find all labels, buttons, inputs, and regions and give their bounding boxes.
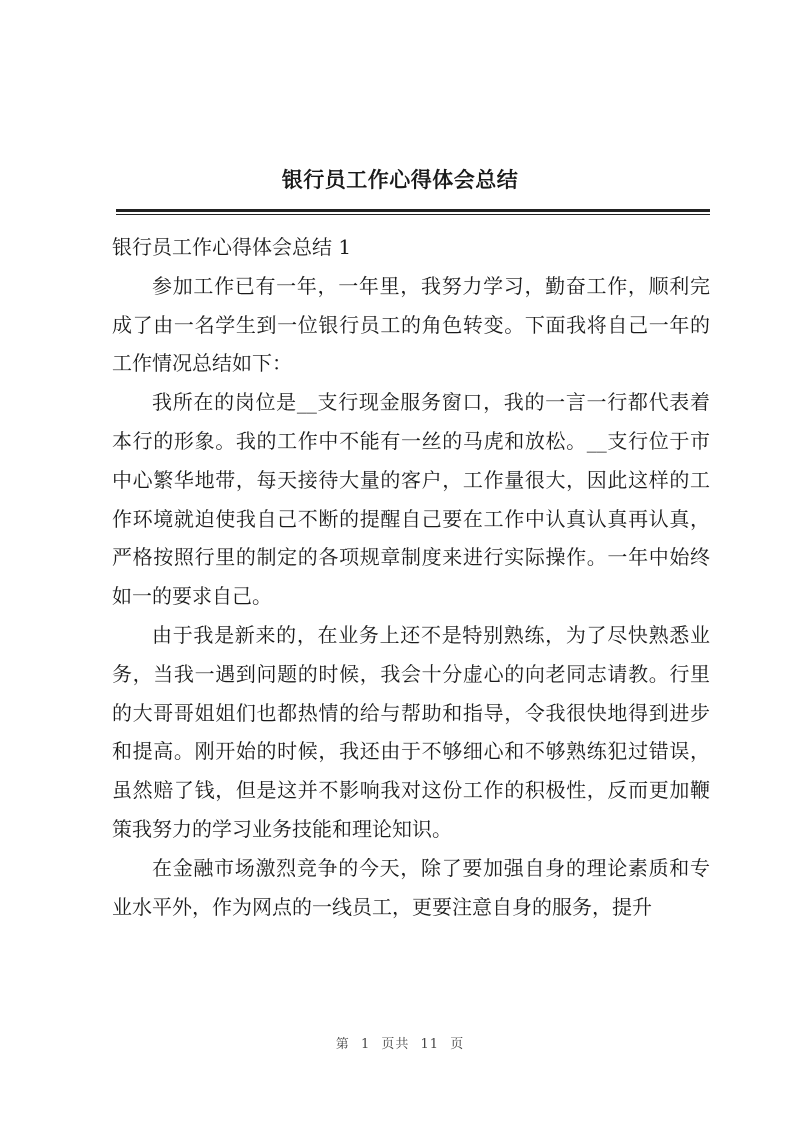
document-title: 银行员工作心得体会总结 (281, 168, 519, 192)
paragraph-3: 由于我是新来的，在业务上还不是特别熟练，为了尽快熟悉业务，当我一遇到问题的时候，我会十分虚心的向老同志请教。行里的大哥哥姐姐们也都热情的给与帮助和指导，令我很快地得到进步和提高。刚开始的时候，我还由于不够细心和不够熟练犯过错误，虽然赔了钱，但是这并不影响我对这份工作的积极性，反而更加鞭策我努力的学习业务技能和理论知识。 (112, 622, 710, 841)
page-footer (0, 1033, 800, 1052)
title-rule-thick (116, 209, 710, 212)
footer-page-number: 1 (360, 1037, 371, 1052)
footer-suffix: 页 (450, 1037, 465, 1052)
paragraph-1: 参加工作已有一年，一年里，我努力学习，勤奋工作，顺利完成了由一名学生到一位银行员工的角色转变。下面我将自己一年的工作情况总结如下： (112, 273, 710, 376)
footer-total-pages: 11 (420, 1037, 440, 1052)
paragraph-4: 在金融市场激烈竞争的今天，除了要加强自身的理论素质和专业水平外，作为网点的一线员工，更要注意自身的服务，提升 (112, 855, 710, 919)
title-rule-thin (116, 214, 710, 215)
document-body (112, 228, 710, 926)
paragraph-2: 我所在的岗位是__支行现金服务窗口，我的一言一行都代表着本行的形象。我的工作中不能有一丝的马虎和放松。__支行位于市中心繁华地带，每天接待大量的客户，工作量很大，因此这样的工作环境就迫使我自己不断的提醒自己要在工作中认真认真再认真，严格按照行里的制定的各项规章制度来进行实际操作。一年中始终如一的要求自己。 (112, 390, 710, 609)
section-heading: 银行员工作心得体会总结 1 (112, 235, 352, 259)
footer-prefix: 第 (335, 1037, 350, 1052)
footer-middle: 页共 (381, 1037, 410, 1052)
